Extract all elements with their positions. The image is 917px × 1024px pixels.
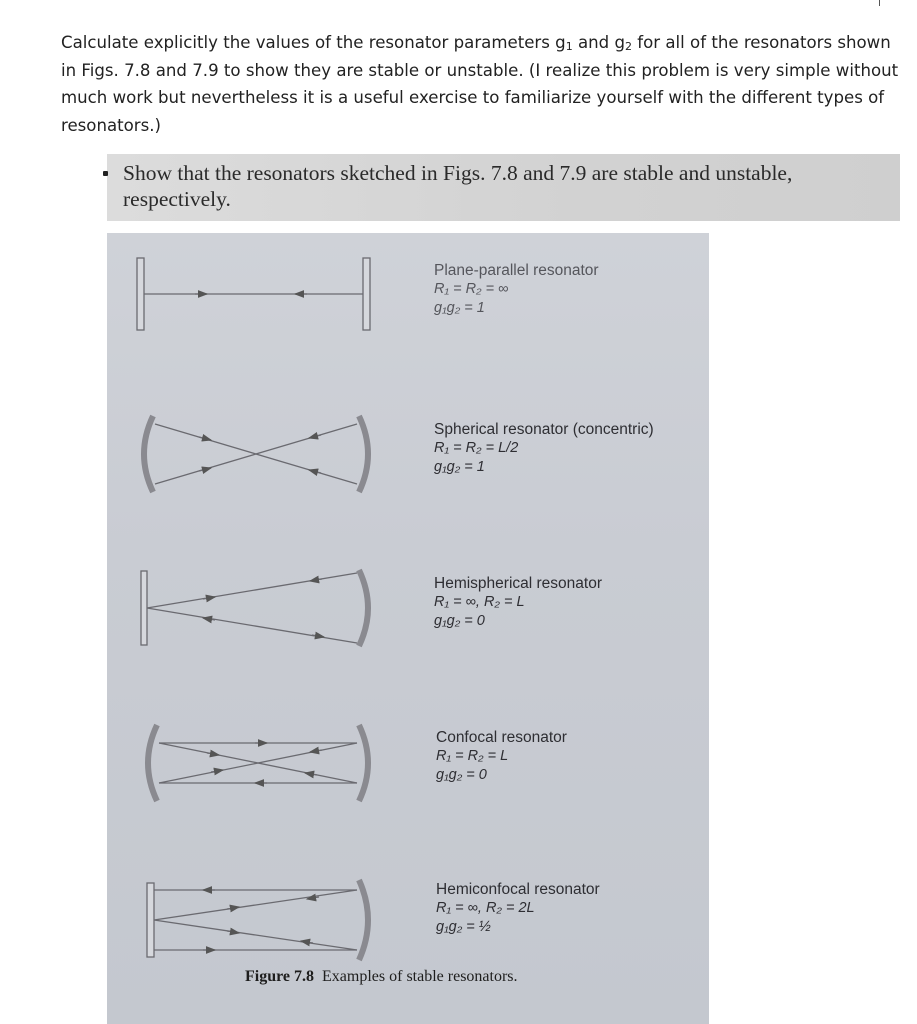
question-text: Calculate explicitly the values of the resonator parameters $g_1$ and $g_2$ for all of the resonators shown in Figs. 7.8 and 7.9 to show they are stable or unstable. (I realize this problem is very simple without much work but nevertheless it is a useful exercise to familiarize yourself with the different types of resonators.) bbox=[61, 33, 899, 135]
confocal-diagram bbox=[148, 725, 368, 801]
caption-text: Examples of stable resonators. bbox=[322, 968, 518, 985]
book-problem-text: Show that the resonators sketched in Figs. 7.8 and 7.9 are stable and unstable, respectively. bbox=[123, 161, 793, 211]
resonator-label-plane-parallel: Plane-parallel resonator R₁ = R₂ = ∞ g₁g₂ = 1 bbox=[434, 262, 599, 316]
edge-tick bbox=[879, 0, 880, 6]
figure-7-8-photo bbox=[107, 233, 709, 1024]
resonator-label-hemiconfocal: Hemiconfocal resonator R₁ = ∞, R₂ = 2L g₁g₂ = ½ bbox=[436, 881, 600, 935]
resonator-label-confocal: Confocal resonator R₁ = R₂ = L g₁g₂ = 0 bbox=[436, 729, 567, 783]
caption-number: Figure 7.8 bbox=[245, 968, 315, 985]
resonator-label-concentric: Spherical resonator (concentric) R₁ = R₂ = L/2 g₁g₂ = 1 bbox=[434, 421, 654, 475]
bullet-marker bbox=[103, 171, 108, 176]
hemispherical-diagram bbox=[141, 570, 368, 646]
plane-parallel-diagram bbox=[137, 258, 370, 330]
resonator-diagrams bbox=[107, 233, 709, 1024]
concentric-diagram bbox=[144, 416, 368, 492]
hemiconfocal-diagram bbox=[147, 880, 368, 960]
resonator-label-hemispherical: Hemispherical resonator R₁ = ∞, R₂ = L g₁g₂ = 0 bbox=[434, 575, 602, 629]
figure-caption bbox=[245, 968, 518, 986]
